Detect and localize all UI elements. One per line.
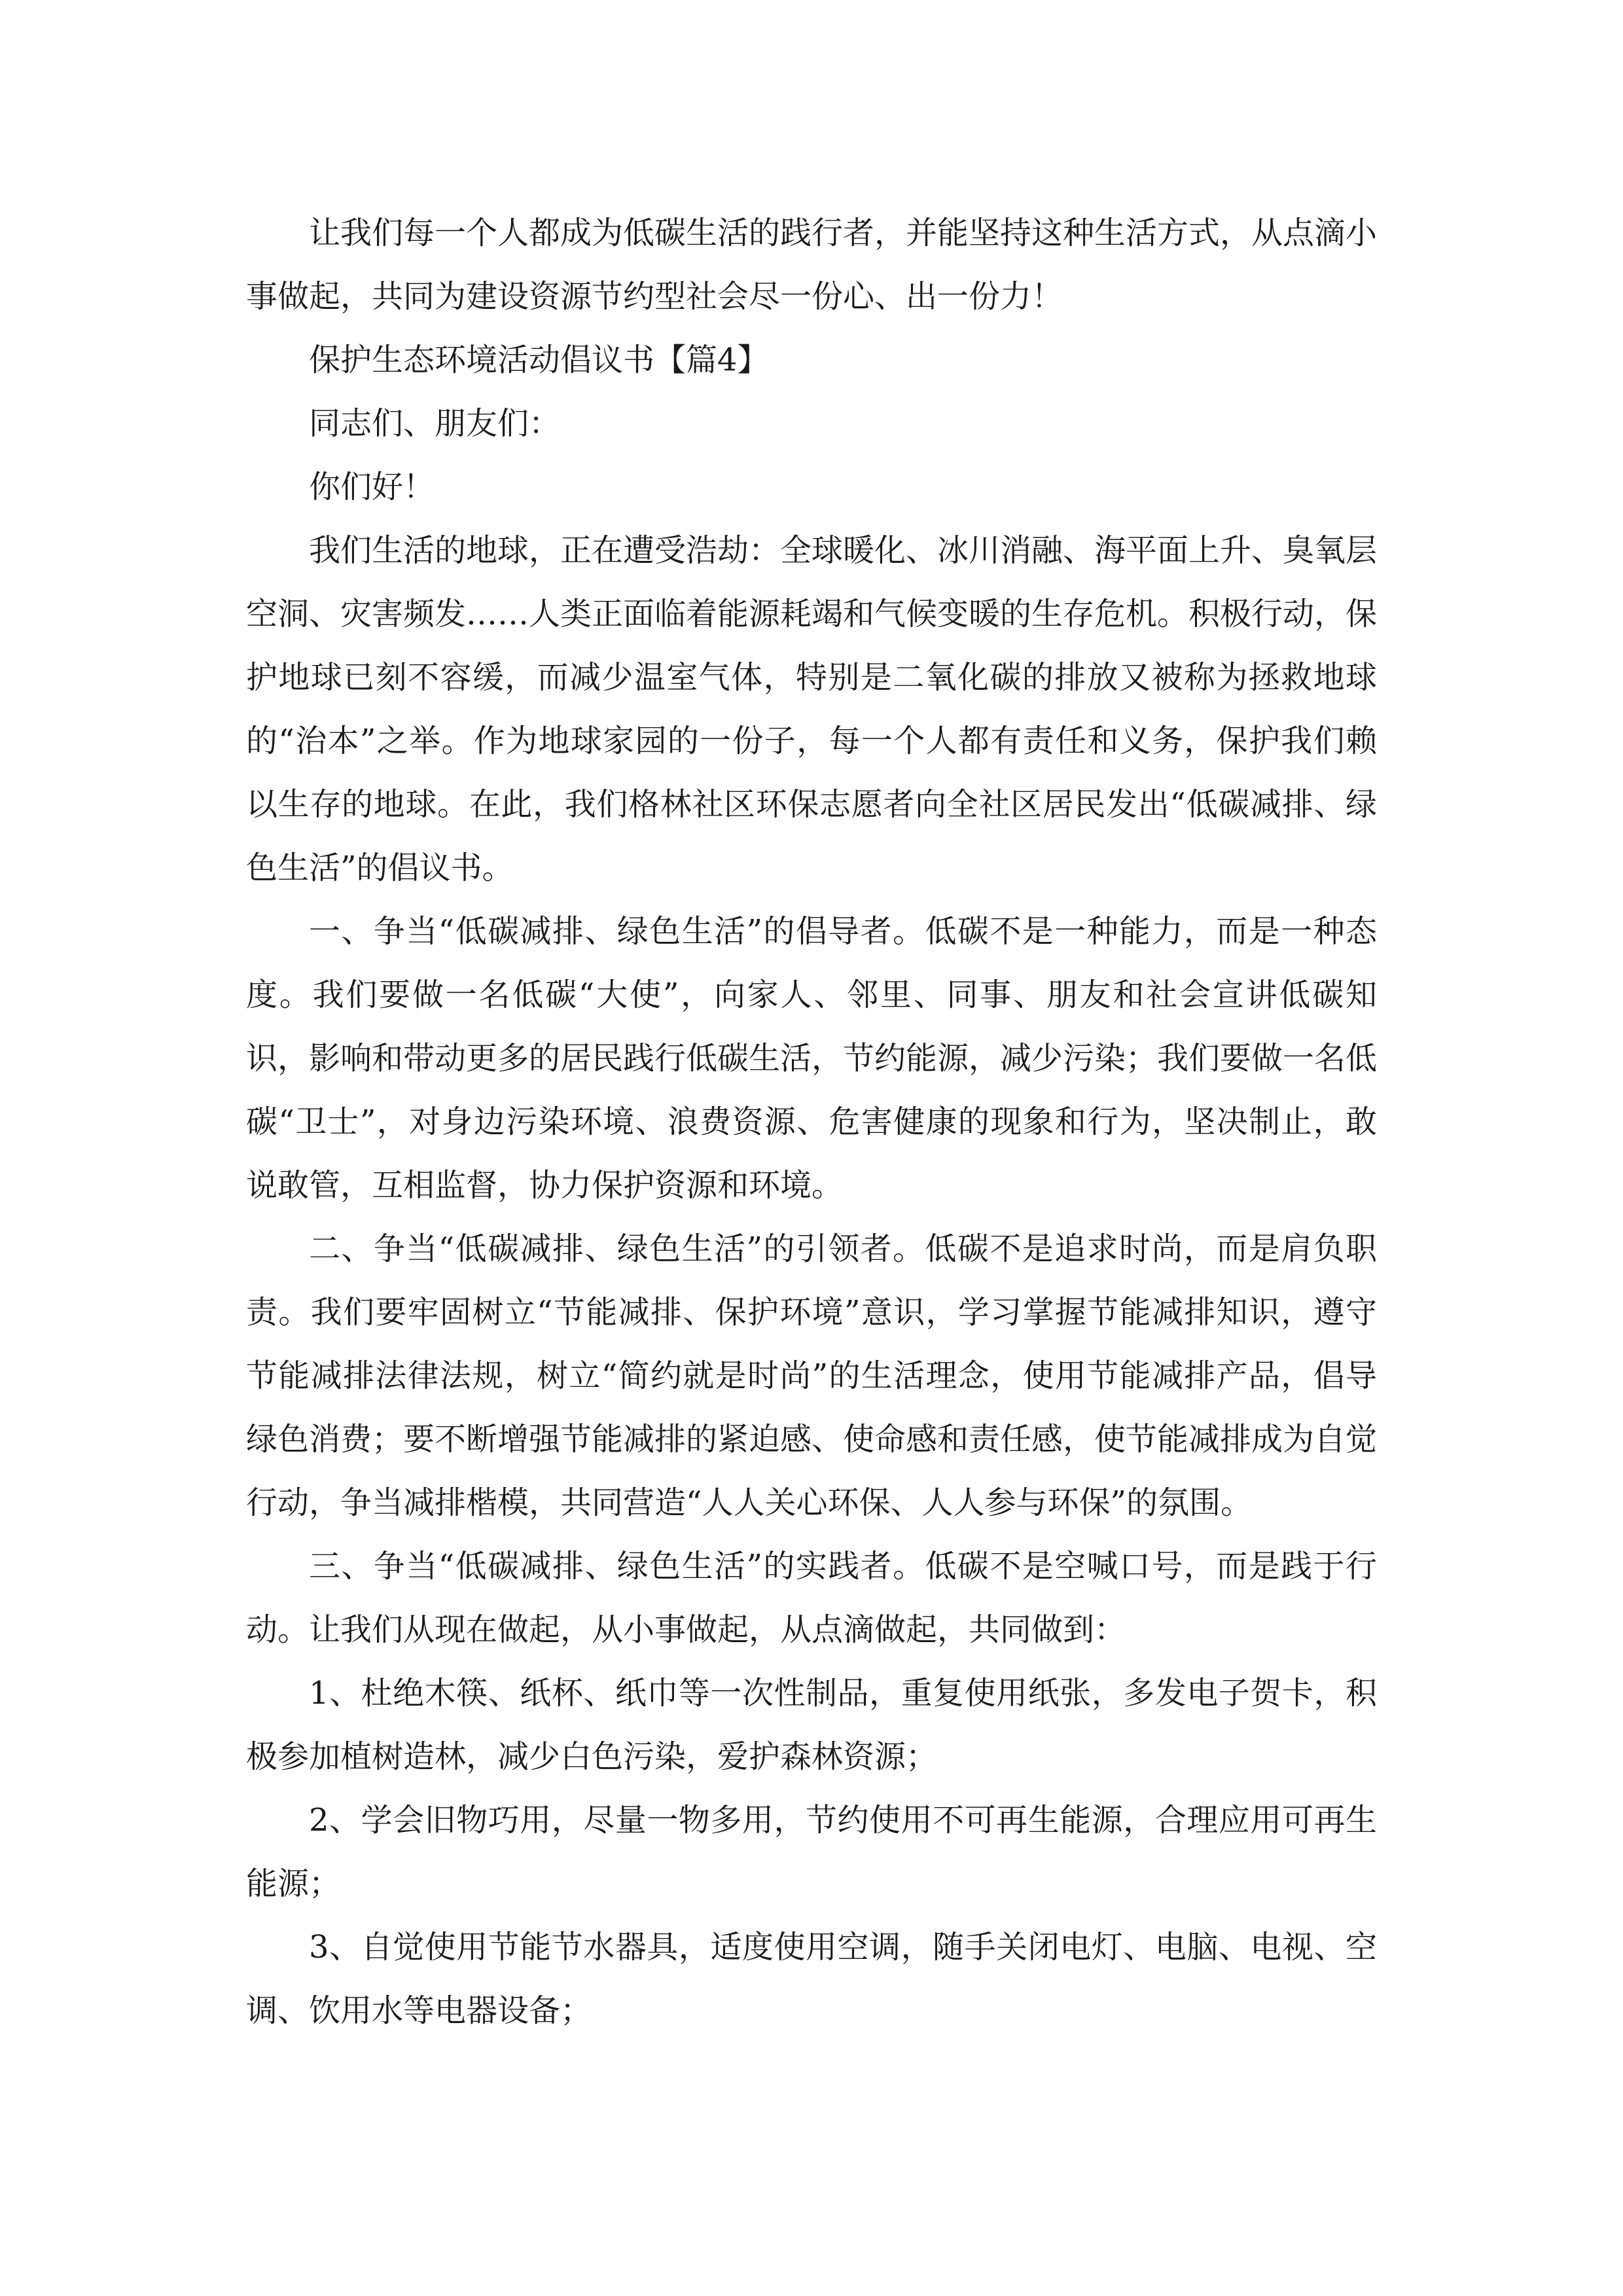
list-item-3: 3、自觉使用节能节水器具，适度使用空调，随手关闭电灯、电脑、电视、空调、饮用水等电器设备； [246, 1929, 1377, 2029]
list-item-2: 2、学会旧物巧用，尽量一物多用，节约使用不可再生能源，合理应用可再生能源； [246, 1802, 1377, 1902]
paragraph-point-one: 一、争当“低碳减排、绿色生活”的倡导者。低碳不是一种能力，而是一种态度。我们要做一名低碳“大使”，向家人、邻里、同事、朋友和社会宣讲低碳知识，影响和带动更多的居民践行低碳生活，节约能源，减少污染；我们要做一名低碳“卫士”，对身边污染环境、浪费资源、危害健康的现象和行为，坚决制止，敢说敢管，互相监督，协力保护资源和环境。 [246, 913, 1378, 1204]
document-body [246, 202, 1377, 2043]
list-item-1: 1、杜绝木筷、纸杯、纸巾等一次性制品，重复使用纸张，多发电子贺卡，积极参加植树造林，减少白色污染，爱护森林资源； [246, 1675, 1377, 1775]
paragraph-point-three: 三、争当“低碳减排、绿色生活”的实践者。低碳不是空喊口号，而是践于行动。让我们从现在做起，从小事做起，从点滴做起，共同做到： [246, 1548, 1377, 1648]
salutation: 同志们、朋友们： [309, 405, 561, 442]
greeting: 你们好！ [309, 469, 435, 505]
paragraph-intro: 我们生活的地球，正在遭受浩劫：全球暖化、冰川消融、海平面上升、臭氧层空洞、灾害频发……人类正面临着能源耗竭和气候变暖的生存危机。积极行动，保护地球已刻不容缓，而减少温室气体，特别是二氧化碳的排放又被称为拯救地球的“治本”之举。作为地球家园的一份子，每一个人都有责任和义务，保护我们赖以生存的地球。在此，我们格林社区环保志愿者向全社区居民发出“低碳减排、绿色生活”的倡议书。 [246, 532, 1378, 886]
section-title: 保护生态环境活动倡议书【篇4】 [309, 342, 769, 378]
paragraph-closing-appeal: 让我们每一个人都成为低碳生活的践行者，并能坚持这种生活方式，从点滴小事做起，共同为建设资源节约型社会尽一份心、出一份力！ [246, 215, 1378, 315]
paragraph-point-two: 二、争当“低碳减排、绿色生活”的引领者。低碳不是追求时尚，而是肩负职责。我们要牢固树立“节能减排、保护环境”意识，学习掌握节能减排知识，遵守节能减排法律法规，树立“简约就是时尚”的生活理念，使用节能减排产品，倡导绿色消费；要不断增强节能减排的紧迫感、使命感和责任感，使节能减排成为自觉行动，争当减排楷模，共同营造“人人关心环保、人人参与环保”的氛围。 [246, 1230, 1378, 1521]
